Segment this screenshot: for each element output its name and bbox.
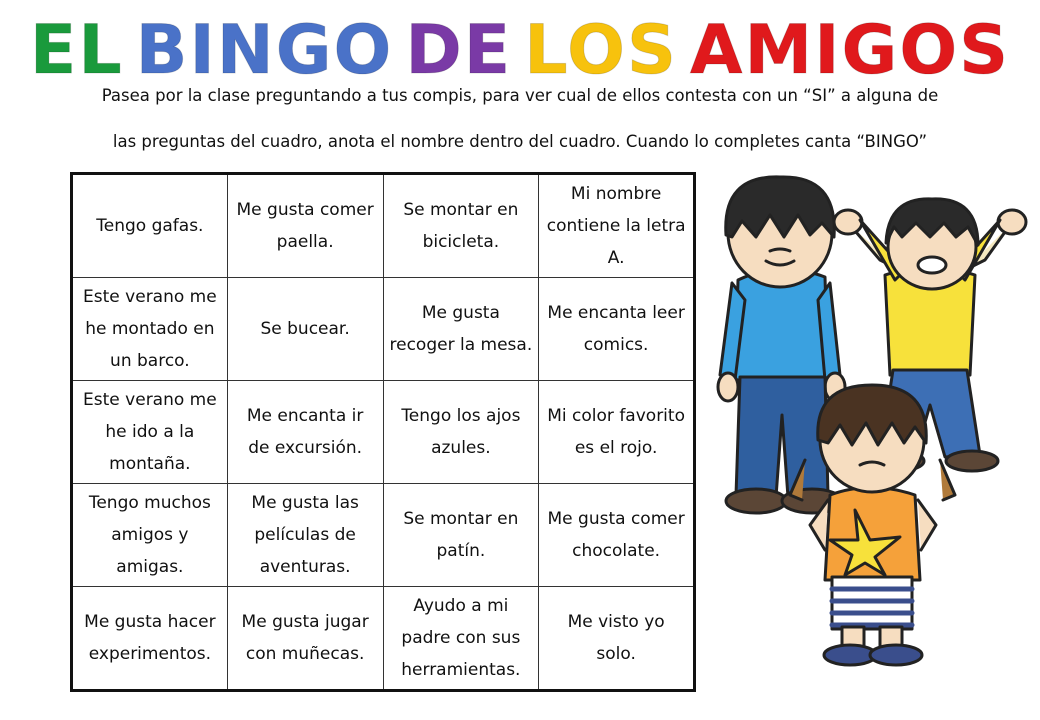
grid-row: [72, 484, 695, 587]
bingo-cell[interactable]: Este verano me he ido a la montaña.: [72, 381, 228, 484]
title-word-de: DE: [405, 11, 513, 90]
bingo-cell[interactable]: Ayudo a mi padre con sus herramientas.: [383, 587, 539, 691]
grid-row: [72, 174, 695, 278]
grid-row: [72, 381, 695, 484]
instructions-line-1: Pasea por la clase preguntando a tus compis, para ver cual de ellos contesta con un “SI” a alguna de: [101, 86, 939, 105]
bingo-cell[interactable]: Mi nombre contiene la letra A.: [539, 174, 695, 278]
title-word-el: EL: [29, 11, 124, 90]
bingo-cell[interactable]: Me gusta comer paella.: [227, 174, 383, 278]
bingo-cell[interactable]: Me visto yo solo.: [539, 587, 695, 691]
bingo-cell[interactable]: Me encanta ir de excursión.: [227, 381, 383, 484]
bingo-cell[interactable]: Me gusta recoger la mesa.: [383, 278, 539, 381]
grid-row: [72, 587, 695, 691]
title-word-amigos: AMIGOS: [689, 11, 1011, 90]
bingo-cell[interactable]: Se bucear.: [227, 278, 383, 381]
bingo-cell[interactable]: Me gusta las películas de aventuras.: [227, 484, 383, 587]
bingo-cell[interactable]: Tengo muchos amigos y amigas.: [72, 484, 228, 587]
bingo-cell[interactable]: Este verano me he montado en un barco.: [72, 278, 228, 381]
bingo-cell[interactable]: Me encanta leer comics.: [539, 278, 695, 381]
grid-row: [72, 278, 695, 381]
bingo-cell[interactable]: Tengo los ajos azules.: [383, 381, 539, 484]
bingo-cell[interactable]: Me gusta hacer experimentos.: [72, 587, 228, 691]
bingo-cell[interactable]: Se montar en bicicleta.: [383, 174, 539, 278]
instructions-line-2: las preguntas del cuadro, anota el nombre dentro del cuadro. Cuando lo completes canta “BINGO”: [112, 132, 928, 151]
bingo-grid: [70, 172, 696, 692]
bingo-cell[interactable]: Se montar en patín.: [383, 484, 539, 587]
bingo-cell[interactable]: Me gusta jugar con muñecas.: [227, 587, 383, 691]
bingo-cell[interactable]: Tengo gafas.: [72, 174, 228, 278]
bingo-cell[interactable]: Mi color favorito es el rojo.: [539, 381, 695, 484]
title-word-bingo: BINGO: [135, 11, 394, 90]
page-title: [0, 11, 1040, 90]
children-illustration: [710, 165, 1030, 675]
bingo-cell[interactable]: Me gusta comer chocolate.: [539, 484, 695, 587]
title-word-los: LOS: [524, 11, 678, 90]
